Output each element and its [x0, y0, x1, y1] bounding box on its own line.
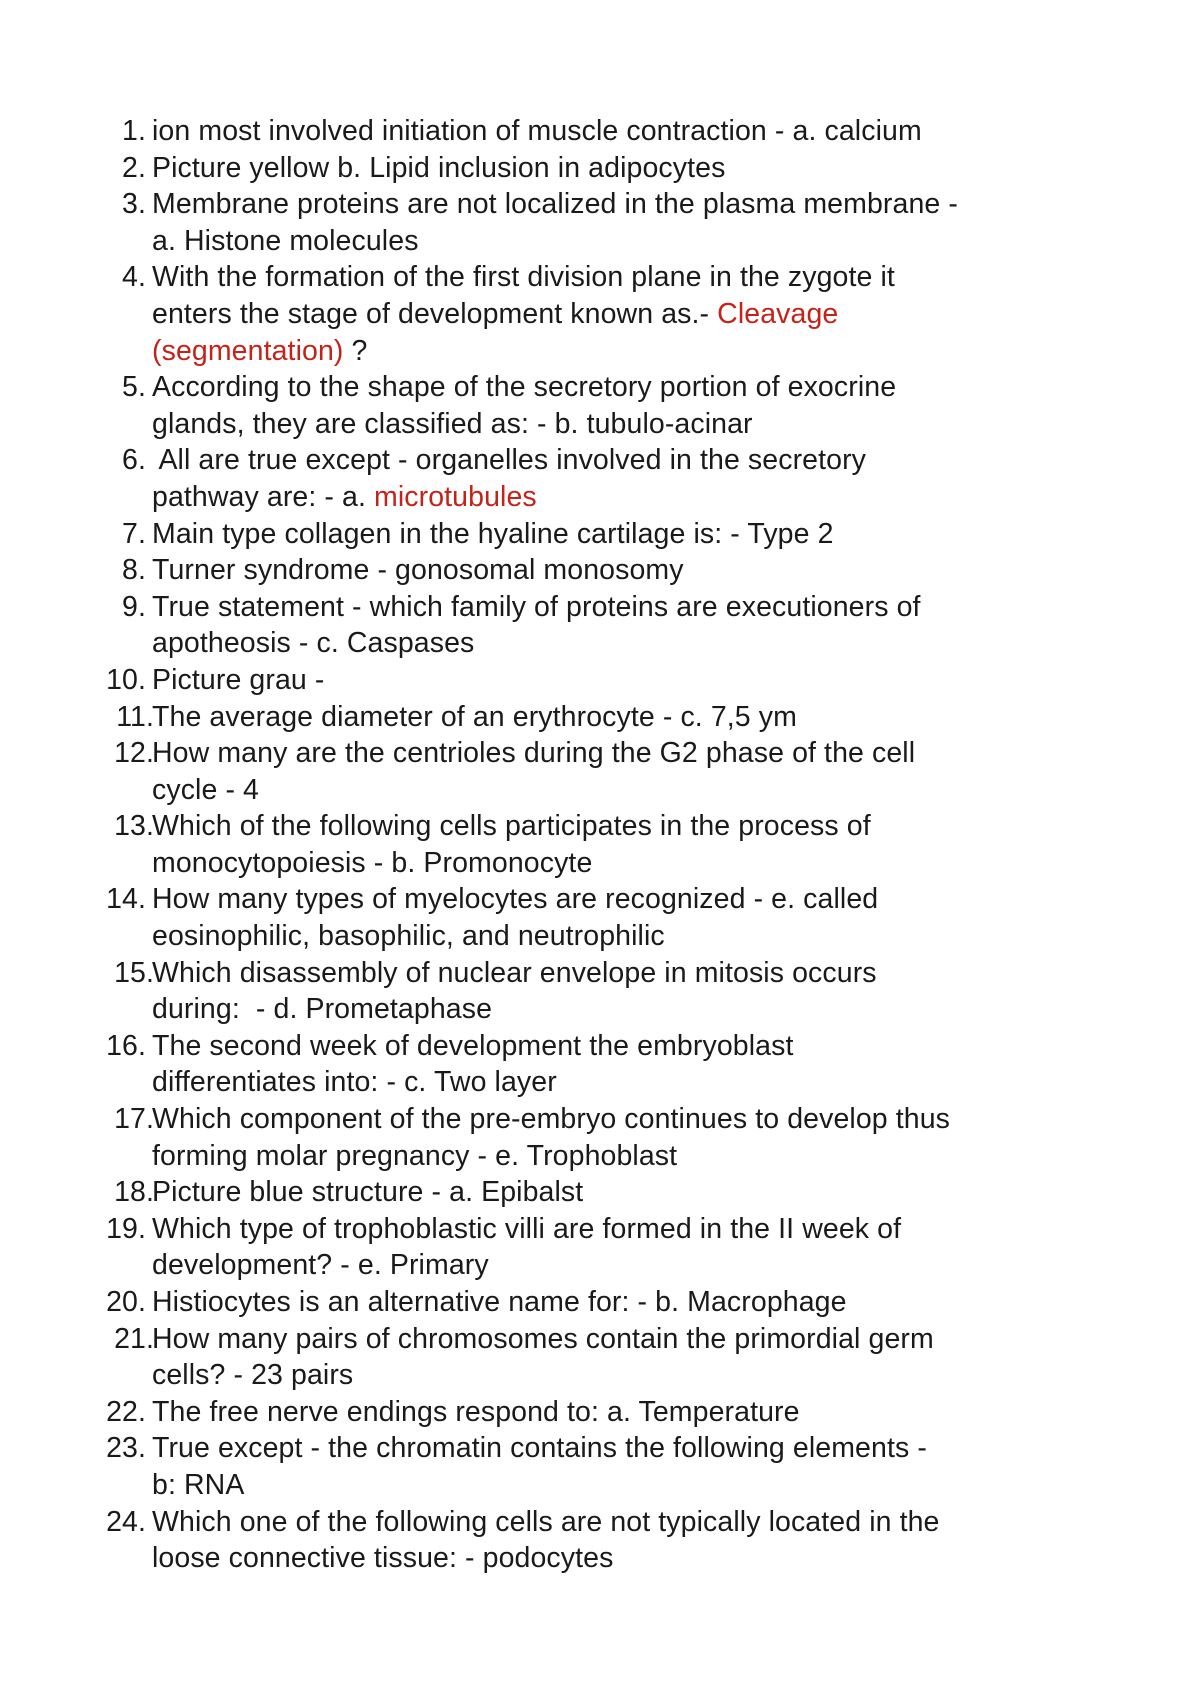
list-item: [0, 1504, 1200, 1577]
item-number: 2.: [122, 151, 146, 184]
item-text: glands, they are classified as: - b. tubulo-acinar: [152, 407, 753, 440]
question-list: [0, 113, 1200, 1577]
item-text-line: [152, 1064, 1160, 1101]
item-number: 22.: [106, 1395, 146, 1428]
item-text-line: [152, 186, 1160, 223]
item-text-line: [152, 1028, 1160, 1065]
item-text: a. Histone molecules: [152, 224, 419, 257]
highlighted-answer: (segmentation): [152, 334, 344, 367]
list-item: [0, 259, 1200, 369]
item-number: 18.: [114, 1176, 154, 1209]
list-item: [0, 662, 1200, 699]
list-item: [0, 1211, 1200, 1284]
highlighted-answer: microtubules: [374, 480, 537, 513]
highlighted-answer: Cleavage: [717, 297, 839, 330]
item-text: enters the stage of development known as.-: [152, 297, 718, 330]
item-number: 5.: [122, 371, 146, 404]
item-text: Which type of trophoblastic villi are formed in the II week of: [152, 1212, 902, 1245]
item-number: 14.: [106, 883, 146, 916]
item-text: All are true except - organelles involved in the secretory: [152, 444, 867, 477]
list-item: [0, 186, 1200, 259]
item-text-line: [152, 552, 1160, 589]
item-text: Picture yellow b. Lipid inclusion in adipocytes: [152, 151, 726, 184]
item-text: cycle - 4: [152, 773, 260, 806]
item-text: ?: [343, 334, 368, 367]
item-number: 4.: [122, 261, 146, 294]
list-item: [0, 516, 1200, 553]
list-item: [0, 1101, 1200, 1174]
item-text-line: [152, 625, 1160, 662]
item-text-line: [152, 479, 1160, 516]
item-text-line: [152, 1284, 1160, 1321]
item-number: 10.: [106, 663, 146, 696]
item-text-line: [152, 406, 1160, 443]
item-text-line: [152, 918, 1160, 955]
item-text: apotheosis - c. Caspases: [152, 627, 475, 660]
item-number: 3.: [122, 188, 146, 221]
list-item: [0, 1284, 1200, 1321]
item-number: 17.: [114, 1103, 154, 1136]
item-text-line: [152, 296, 1160, 333]
item-text: pathway are: - a.: [152, 480, 374, 513]
item-number: 16.: [106, 1029, 146, 1062]
item-text-line: [152, 369, 1160, 406]
item-text-line: [152, 845, 1160, 882]
item-text: The free nerve endings respond to: a. Temperature: [152, 1395, 800, 1428]
item-text-line: [152, 1540, 1160, 1577]
item-text-line: [152, 1504, 1160, 1541]
item-text-line: [152, 1321, 1160, 1358]
item-text-line: [152, 1357, 1160, 1394]
item-text-line: [152, 1211, 1160, 1248]
item-text-line: [152, 150, 1160, 187]
item-text-line: [152, 259, 1160, 296]
item-text-line: [152, 1247, 1160, 1284]
item-number: 23.: [106, 1432, 146, 1465]
item-text: differentiates into: - c. Two layer: [152, 1066, 557, 1099]
list-item: [0, 808, 1200, 881]
item-text: eosinophilic, basophilic, and neutrophilic: [152, 920, 665, 953]
item-text: According to the shape of the secretory portion of exocrine: [152, 371, 897, 404]
list-item: [0, 1430, 1200, 1503]
item-text: Which component of the pre-embryo continues to develop thus: [152, 1103, 951, 1136]
item-number: 11.: [116, 700, 154, 733]
item-text-line: [152, 808, 1160, 845]
item-text: Picture grau -: [152, 663, 325, 696]
item-number: 20.: [106, 1286, 146, 1318]
item-number: 7.: [122, 517, 146, 550]
item-text: development? - e. Primary: [152, 1249, 489, 1282]
item-text-line: [152, 113, 1160, 150]
item-text-line: [152, 991, 1160, 1028]
item-text: Which one of the following cells are not typically located in the: [152, 1505, 940, 1538]
item-text: Which disassembly of nuclear envelope in mitosis occurs: [152, 956, 877, 989]
list-item: [0, 442, 1200, 515]
item-text-line: [152, 1138, 1160, 1175]
item-text-line: [152, 1394, 1160, 1431]
item-number: 9.: [122, 590, 146, 623]
list-item: [0, 552, 1200, 589]
item-text-line: [152, 662, 1160, 699]
item-number: 8.: [122, 554, 146, 587]
item-text-line: [152, 516, 1160, 553]
list-item: [0, 150, 1200, 187]
item-text: forming molar pregnancy - e. Trophoblast: [152, 1139, 678, 1172]
list-item: [0, 1028, 1200, 1101]
item-text: The second week of development the embryoblast: [152, 1029, 794, 1062]
item-text: How many types of myelocytes are recognized - e. called: [152, 883, 879, 916]
item-text-line: [152, 1467, 1160, 1504]
item-text-line: [152, 333, 1160, 370]
item-number: 21.: [114, 1322, 154, 1355]
list-item: [0, 589, 1200, 662]
item-text-line: [152, 881, 1160, 918]
list-item: [0, 699, 1200, 736]
item-text-line: [152, 589, 1160, 626]
item-text-line: [152, 955, 1160, 992]
item-text: True statement - which family of proteins are executioners of: [152, 590, 921, 623]
item-text-line: [152, 1101, 1160, 1138]
list-item: [0, 1174, 1200, 1211]
item-text-line: [152, 699, 1160, 736]
list-item: [0, 113, 1200, 150]
item-text: loose connective tissue: - podocytes: [152, 1542, 614, 1575]
item-text: With the formation of the first division plane in the zygote it: [152, 261, 895, 294]
item-number: 6.: [122, 444, 146, 477]
item-text-line: [152, 1430, 1160, 1467]
item-text-line: [152, 772, 1160, 809]
item-text-line: [152, 735, 1160, 772]
item-text-line: [152, 442, 1160, 479]
list-item: [0, 1394, 1200, 1431]
item-text: Picture blue structure - a. Epibalst: [152, 1176, 584, 1209]
item-number: 19.: [106, 1212, 146, 1245]
item-text: Membrane proteins are not localized in the plasma membrane -: [152, 188, 958, 221]
list-item: [0, 369, 1200, 442]
item-text-line: [152, 1174, 1160, 1211]
item-text: The average diameter of an erythrocyte - c. 7,5 ym: [152, 700, 797, 733]
list-item: [0, 1321, 1200, 1394]
item-text: True except - the chromatin contains the following elements -: [152, 1432, 927, 1465]
list-item: [0, 955, 1200, 1028]
item-text: Main type collagen in the hyaline cartilage is: - Type 2: [152, 517, 834, 550]
item-number: 24.: [106, 1505, 146, 1538]
item-text: cells? - 23 pairs: [152, 1359, 354, 1392]
item-text: ion most involved initiation of muscle contraction - a. calcium: [152, 115, 922, 147]
item-text: How many pairs of chromosomes contain the primordial germ: [152, 1322, 934, 1355]
list-item: [0, 881, 1200, 954]
list-item: [0, 735, 1200, 808]
item-number: 1.: [122, 115, 146, 147]
item-number: 12.: [114, 737, 154, 770]
item-text: Which of the following cells participates in the process of: [152, 810, 871, 843]
item-text: Turner syndrome - gonosomal monosomy: [152, 554, 684, 587]
item-text: monocytopoiesis - b. Promonocyte: [152, 846, 593, 879]
item-text-line: [152, 223, 1160, 260]
item-text: How many are the centrioles during the G2 phase of the cell: [152, 737, 916, 770]
item-text: during: - d. Prometaphase: [152, 993, 493, 1026]
item-number: 13.: [114, 810, 154, 843]
item-text: b: RNA: [152, 1468, 245, 1501]
item-text: Histiocytes is an alternative name for: - b. Macrophage: [152, 1286, 847, 1318]
item-number: 15.: [114, 956, 154, 989]
